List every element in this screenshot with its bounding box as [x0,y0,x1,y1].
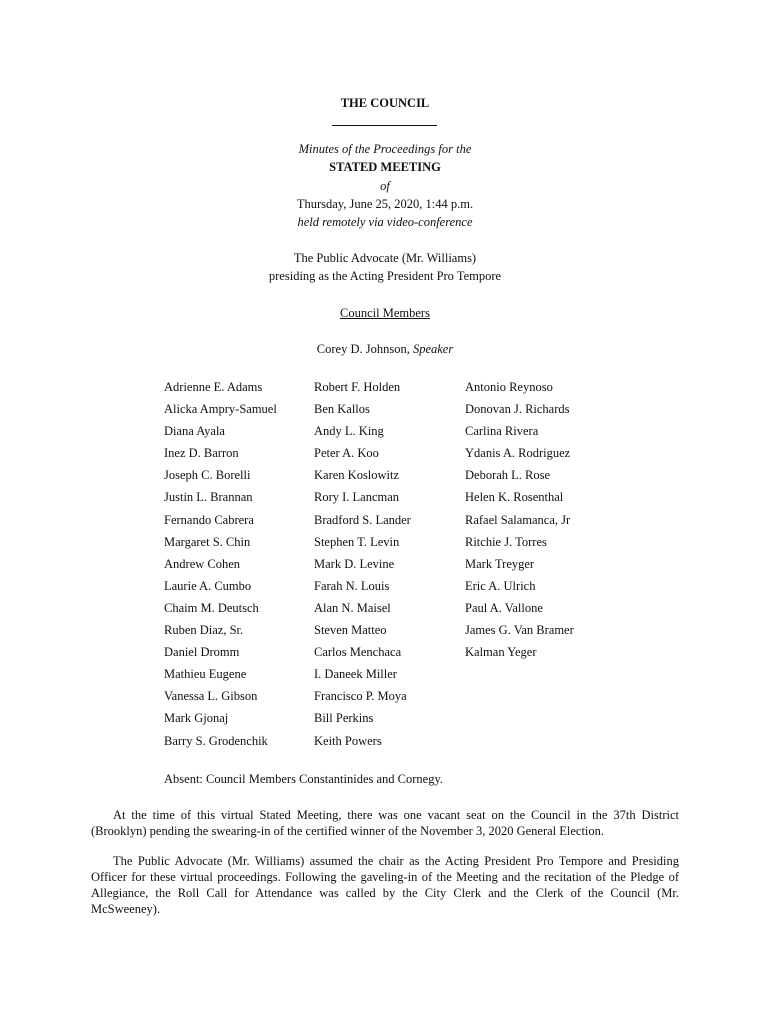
members-column-1 [164,377,277,753]
member-name: Eric A. Ulrich [465,578,536,593]
paragraph-proceedings: The Public Advocate (Mr. Williams) assumed the chair as the Acting President Pro Tempore and Presiding Officer for these virtual proceedings. Following the gaveling-in of the Meeting and the recitation of the Pledge of Allegiance, the Roll Call for Attendance was called by the City Clerk and the Clerk of the Council (Mr. McSweeney). [91,854,679,916]
member-name: Daniel Dromm [164,645,240,660]
member-name: Adrienne E. Adams [164,380,263,394]
document-title: THE COUNCIL [340,96,430,110]
presiding-line-1: The Public Advocate (Mr. Williams) [293,251,477,265]
member-name: Joseph C. Borelli [164,468,251,483]
member-name: Andrew Cohen [164,556,241,571]
members-column-2 [314,377,411,753]
speaker-line [0,340,770,358]
member-name: Farah N. Louis [314,578,390,593]
member-name: Alan N. Maisel [314,600,391,615]
member-name: Mark D. Levine [314,556,395,571]
member-name: Vanessa L. Gibson [164,689,258,704]
meeting-location: held remotely via video-conference [297,215,473,229]
absent-members: Absent: Council Members Constantinides and Cornegy. [164,772,444,786]
member-name: Ben Kallos [314,402,370,417]
member-name: Karen Koslowitz [314,468,400,483]
member-name: Helen K. Rosenthal [465,490,564,505]
member-name: Inez D. Barron [164,446,239,461]
member-name: Ydanis A. Rodriguez [465,446,571,461]
speaker-name: Corey D. Johnson, [316,342,413,356]
member-name: Robert F. Holden [314,380,401,394]
member-name: Donovan J. Richards [465,402,570,417]
council-members-heading: Council Members [340,306,430,320]
presiding-line-2: presiding as the Acting President Pro Tempore [268,269,502,283]
member-name: Stephen T. Levin [314,534,400,549]
meeting-type: STATED MEETING [329,160,441,174]
member-name: Alicka Ampry-Samuel [164,402,277,417]
member-name: Margaret S. Chin [164,534,251,549]
member-name: Carlos Menchaca [314,645,402,660]
member-name: Rory I. Lancman [314,490,400,505]
speaker-title: Speaker [412,342,454,356]
of-line: of [380,179,390,193]
member-name: Fernando Cabrera [164,512,254,527]
member-name: Ruben Diaz, Sr. [164,623,244,638]
member-name: Bradford S. Lander [314,512,411,527]
member-name: Francisco P. Moya [314,689,407,704]
member-name: Deborah L. Rose [465,468,551,483]
title-rule [332,125,437,126]
member-name: Mark Treyger [465,556,535,571]
member-name: Antonio Reynoso [465,380,553,394]
member-name: Andy L. King [314,424,384,439]
member-name: Carlina Rivera [465,424,539,439]
member-name: James G. Van Bramer [465,623,574,638]
member-name: Mark Gjonaj [164,711,229,726]
member-name: Laurie A. Cumbo [164,578,252,593]
member-name: Bill Perkins [314,711,374,726]
minutes-line: Minutes of the Proceedings for the [298,142,472,156]
members-column-3 [465,377,574,664]
member-name: Barry S. Grodenchik [164,733,268,748]
member-name: Diana Ayala [164,424,225,439]
member-name: Kalman Yeger [465,645,537,660]
paragraph-vacant-seat: At the time of this virtual Stated Meeting, there was one vacant seat on the Council in the 37th District (Brooklyn) pending the swearing-in of the certified winner of the November 3, 2020 General Election. [91,808,679,838]
member-name: Paul A. Vallone [465,600,543,615]
member-name: Chaim M. Deutsch [164,600,259,615]
member-name: Mathieu Eugene [164,667,247,682]
member-name: Rafael Salamanca, Jr [465,512,571,527]
member-name: Ritchie J. Torres [465,534,547,549]
member-name: Steven Matteo [314,623,387,638]
meeting-date-time: Thursday, June 25, 2020, 1:44 p.m. [296,197,474,211]
member-name: Justin L. Brannan [164,490,253,505]
member-name: Keith Powers [314,733,382,748]
member-name: I. Daneek Miller [314,667,397,682]
member-name: Peter A. Koo [314,446,379,461]
